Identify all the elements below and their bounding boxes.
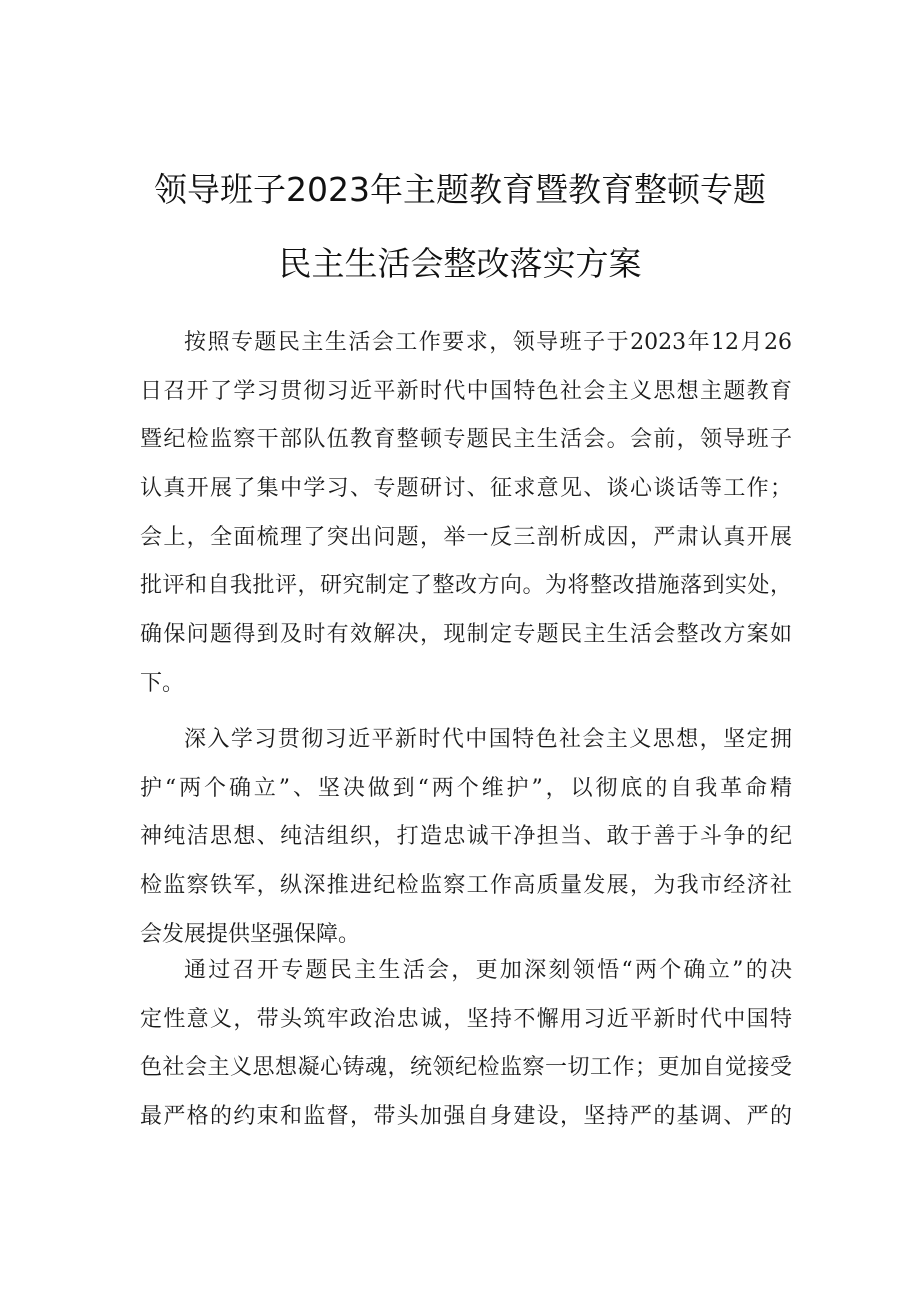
paragraph-line: 神纯洁思想、纯洁组织，打造忠诚干净担当、敢于善于斗争的纪 xyxy=(140,824,792,850)
paragraph-line: 按照专题民主生活会工作要求，领导班子于2023年12月26 xyxy=(184,330,792,355)
paragraph-2 xyxy=(140,716,792,959)
paragraph-3 xyxy=(140,947,792,1142)
document-title-line-2: 民主生活会整改落实方案 xyxy=(278,244,642,283)
paragraph-line: 会上，全面梳理了突出问题，举一反三剖析成因，严肃认真开展 xyxy=(140,524,792,550)
paragraph-line: 下。 xyxy=(140,670,185,696)
paragraph-line: 批评和自我批评，研究制定了整改方向。为将整改措施落到实处， xyxy=(140,573,792,599)
paragraph-line: 色社会主义思想凝心铸魂，统领纪检监察一切工作；更加自觉接受 xyxy=(140,1055,792,1081)
document-title-line-1: 领导班子2023年主题教育暨教育整顿专题 xyxy=(154,170,766,209)
paragraph-line: 定性意义，带头筑牢政治忠诚，坚持不懈用习近平新时代中国特 xyxy=(140,1006,792,1032)
paragraph-line: 确保问题得到及时有效解决，现制定专题民主生活会整改方案如 xyxy=(140,622,792,648)
paragraph-line: 护“两个确立”、坚决做到“两个维护”，以彻底的自我革命精 xyxy=(140,775,792,801)
paragraph-line: 通过召开专题民主生活会，更加深刻领悟“两个确立”的决 xyxy=(184,958,792,983)
paragraph-line: 会发展提供坚强保障。 xyxy=(140,921,361,947)
paragraph-line: 检监察铁军，纵深推进纪检监察工作高质量发展，为我市经济社 xyxy=(140,873,792,899)
paragraph-line: 深入学习贯彻习近平新时代中国特色社会主义思想，坚定拥 xyxy=(184,727,792,752)
paragraph-line: 日召开了学习贯彻习近平新时代中国特色社会主义思想主题教育 xyxy=(140,378,792,404)
paragraph-line: 暨纪检监察干部队伍教育整顿专题民主生活会。会前，领导班子 xyxy=(140,427,792,453)
paragraph-line: 认真开展了集中学习、专题研讨、征求意见、谈心谈话等工作； xyxy=(140,476,792,502)
paragraph-1 xyxy=(140,319,792,709)
paragraph-line: 最严格的约束和监督，带头加强自身建设，坚持严的基调、严的 xyxy=(140,1104,792,1130)
